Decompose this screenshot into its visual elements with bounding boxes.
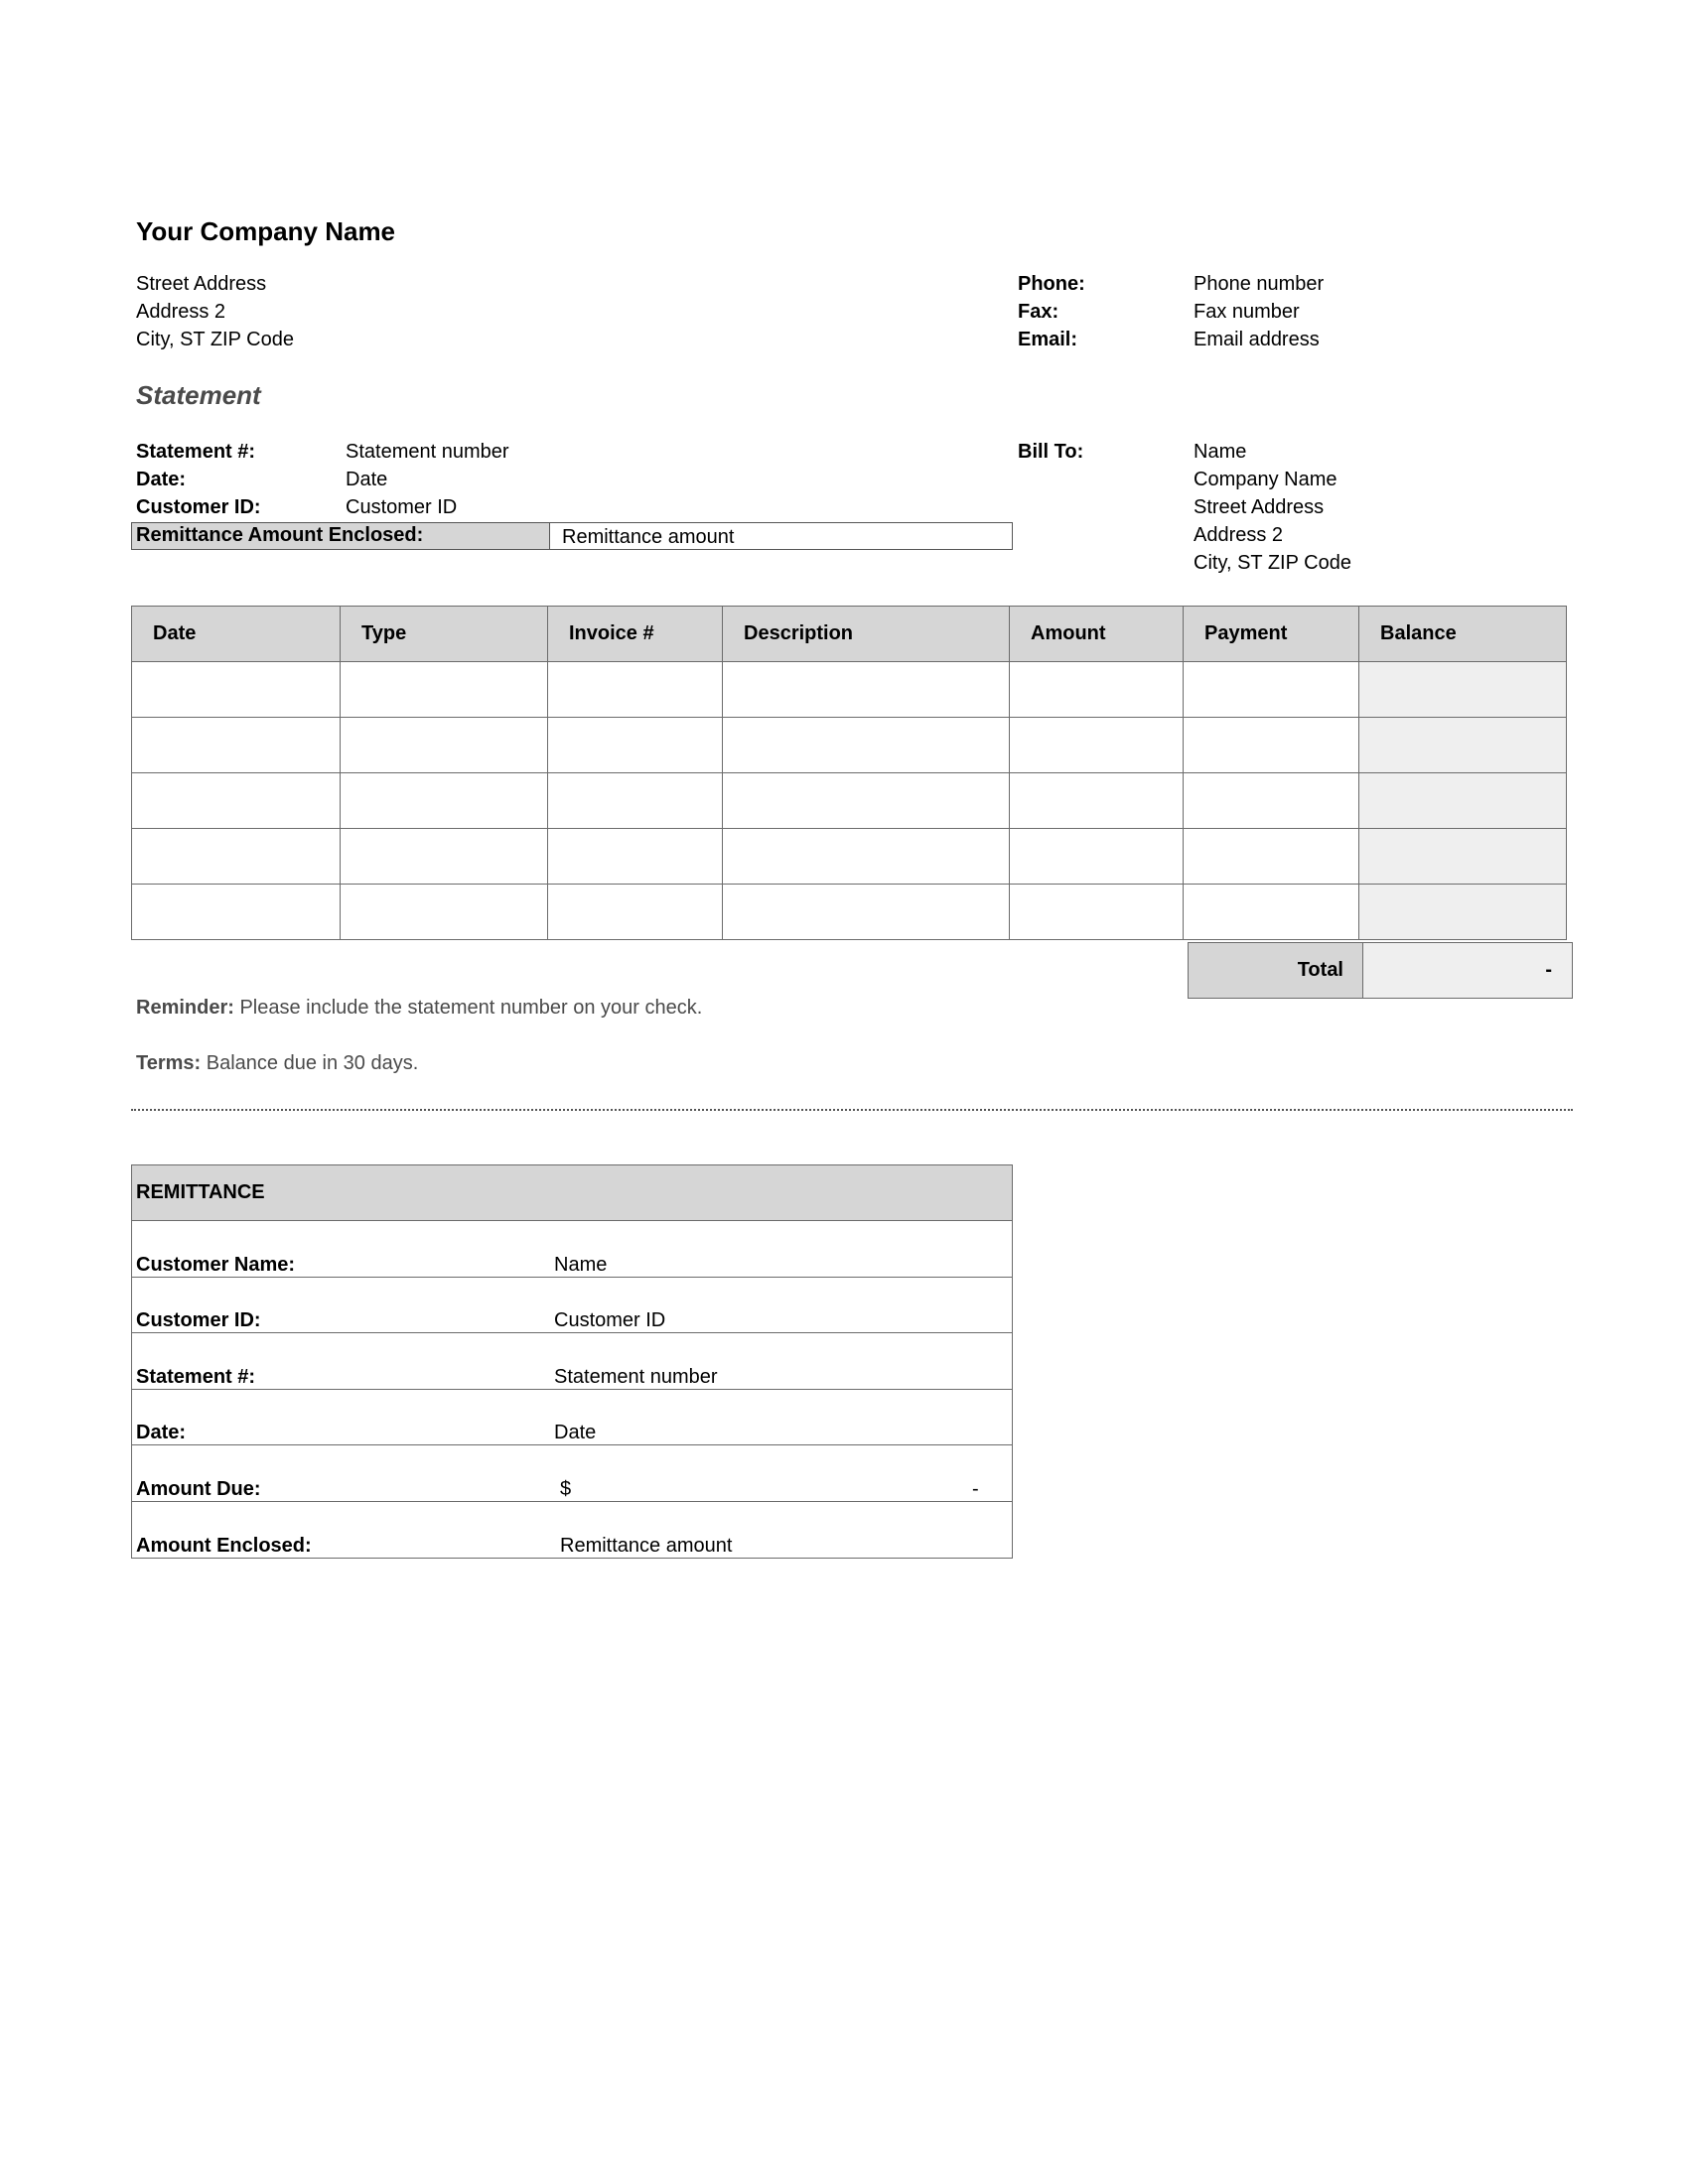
bill-to-street: Street Address <box>1194 496 1325 518</box>
table-cell[interactable] <box>132 885 341 940</box>
remittance-amount-value: Remittance amount <box>562 526 735 548</box>
tear-off-divider <box>131 1109 1573 1111</box>
email-label: Email: <box>1018 329 1078 350</box>
remittance-row <box>132 1278 1012 1334</box>
table-cell[interactable] <box>132 773 341 829</box>
remittance-row <box>132 1333 1012 1390</box>
table-row <box>132 718 1567 773</box>
remittance-customer-id-value: Customer ID <box>554 1309 666 1331</box>
table-cell[interactable] <box>341 662 548 718</box>
column-header-invoice: Invoice # <box>548 607 723 662</box>
statement-title: Statement <box>136 380 261 410</box>
remittance-title: REMITTANCE <box>132 1165 1012 1221</box>
table-cell[interactable] <box>548 662 723 718</box>
bill-to-company: Company Name <box>1194 469 1337 490</box>
statement-number-value: Statement number <box>346 441 509 463</box>
table-cell[interactable] <box>341 718 548 773</box>
table-header-row <box>132 607 1567 662</box>
table-cell[interactable] <box>548 829 723 885</box>
table-cell[interactable] <box>1184 773 1359 829</box>
remittance-statement-number-label: Statement #: <box>136 1365 256 1388</box>
table-cell[interactable] <box>341 829 548 885</box>
table-row <box>132 829 1567 885</box>
table-cell[interactable] <box>723 718 1010 773</box>
table-cell[interactable] <box>341 885 548 940</box>
table-cell[interactable] <box>548 718 723 773</box>
terms-label: Terms: <box>136 1052 202 1074</box>
reminder-text: Please include the statement number on your check. <box>233 997 703 1019</box>
terms-note <box>136 1052 418 1075</box>
remittance-row <box>132 1390 1012 1446</box>
customer-id-label: Customer ID: <box>136 496 261 518</box>
statement-items-table <box>131 606 1567 940</box>
table-cell[interactable] <box>548 885 723 940</box>
remittance-statement-number-value: Statement number <box>554 1365 718 1388</box>
remittance-row <box>132 1502 1012 1559</box>
table-cell[interactable] <box>1010 662 1184 718</box>
table-cell[interactable] <box>723 773 1010 829</box>
total-row <box>1188 942 1573 999</box>
fax-value: Fax number <box>1194 301 1300 323</box>
total-value: - <box>1362 942 1573 999</box>
bill-to-label: Bill To: <box>1018 441 1084 463</box>
balance-cell <box>1359 718 1567 773</box>
column-header-description: Description <box>723 607 1010 662</box>
remittance-row <box>132 1221 1012 1278</box>
remittance-customer-id-label: Customer ID: <box>136 1309 261 1331</box>
table-cell[interactable] <box>723 829 1010 885</box>
table-cell[interactable] <box>1010 829 1184 885</box>
remittance-amount-label: Remittance Amount Enclosed: <box>132 523 550 549</box>
remittance-amount-due-currency: $ <box>560 1477 572 1500</box>
table-cell[interactable] <box>132 829 341 885</box>
bill-to-city: City, ST ZIP Code <box>1194 552 1351 574</box>
remittance-section <box>131 1164 1013 1559</box>
customer-id-value: Customer ID <box>346 496 458 518</box>
remittance-row <box>132 1445 1012 1502</box>
balance-cell <box>1359 829 1567 885</box>
company-name: Your Company Name <box>136 216 396 246</box>
terms-text: Balance due in 30 days. <box>201 1052 419 1074</box>
column-header-type: Type <box>341 607 548 662</box>
statement-date-value: Date <box>346 469 388 490</box>
statement-number-label: Statement #: <box>136 441 256 463</box>
table-cell[interactable] <box>723 885 1010 940</box>
reminder-label: Reminder: <box>136 997 234 1019</box>
email-value: Email address <box>1194 329 1320 350</box>
table-cell[interactable] <box>1010 885 1184 940</box>
remittance-amount-due-value: - <box>972 1477 979 1500</box>
remittance-amount-enclosed-value: Remittance amount <box>560 1535 733 1557</box>
column-header-date: Date <box>132 607 341 662</box>
remittance-customer-name-value: Name <box>554 1253 608 1276</box>
remittance-amount-row <box>131 522 1013 550</box>
table-cell[interactable] <box>341 773 548 829</box>
remittance-amount-due-label: Amount Due: <box>136 1477 261 1500</box>
balance-cell <box>1359 662 1567 718</box>
company-address-line-3: City, ST ZIP Code <box>136 329 294 350</box>
balance-cell <box>1359 773 1567 829</box>
phone-value: Phone number <box>1194 273 1325 295</box>
table-cell[interactable] <box>132 718 341 773</box>
reminder-note <box>136 997 702 1020</box>
company-address-line-2: Address 2 <box>136 301 226 323</box>
remittance-date-value: Date <box>554 1422 597 1443</box>
company-address-line-1: Street Address <box>136 273 267 295</box>
total-label: Total <box>1188 942 1364 999</box>
column-header-balance: Balance <box>1359 607 1567 662</box>
table-row <box>132 885 1567 940</box>
bill-to-name: Name <box>1194 441 1247 463</box>
table-cell[interactable] <box>548 773 723 829</box>
table-cell[interactable] <box>723 662 1010 718</box>
remittance-date-label: Date: <box>136 1422 187 1443</box>
table-row <box>132 662 1567 718</box>
table-cell[interactable] <box>1184 718 1359 773</box>
bill-to-address-2: Address 2 <box>1194 524 1284 546</box>
fax-label: Fax: <box>1018 301 1059 323</box>
table-cell[interactable] <box>1010 718 1184 773</box>
table-cell[interactable] <box>132 662 341 718</box>
table-cell[interactable] <box>1184 829 1359 885</box>
phone-label: Phone: <box>1018 273 1085 295</box>
table-cell[interactable] <box>1010 773 1184 829</box>
remittance-amount-enclosed-label: Amount Enclosed: <box>136 1535 312 1557</box>
balance-cell <box>1359 885 1567 940</box>
statement-date-label: Date: <box>136 469 187 490</box>
table-row <box>132 773 1567 829</box>
remittance-customer-name-label: Customer Name: <box>136 1253 296 1276</box>
column-header-amount: Amount <box>1010 607 1184 662</box>
table-cell[interactable] <box>1184 885 1359 940</box>
table-cell[interactable] <box>1184 662 1359 718</box>
column-header-payment: Payment <box>1184 607 1359 662</box>
